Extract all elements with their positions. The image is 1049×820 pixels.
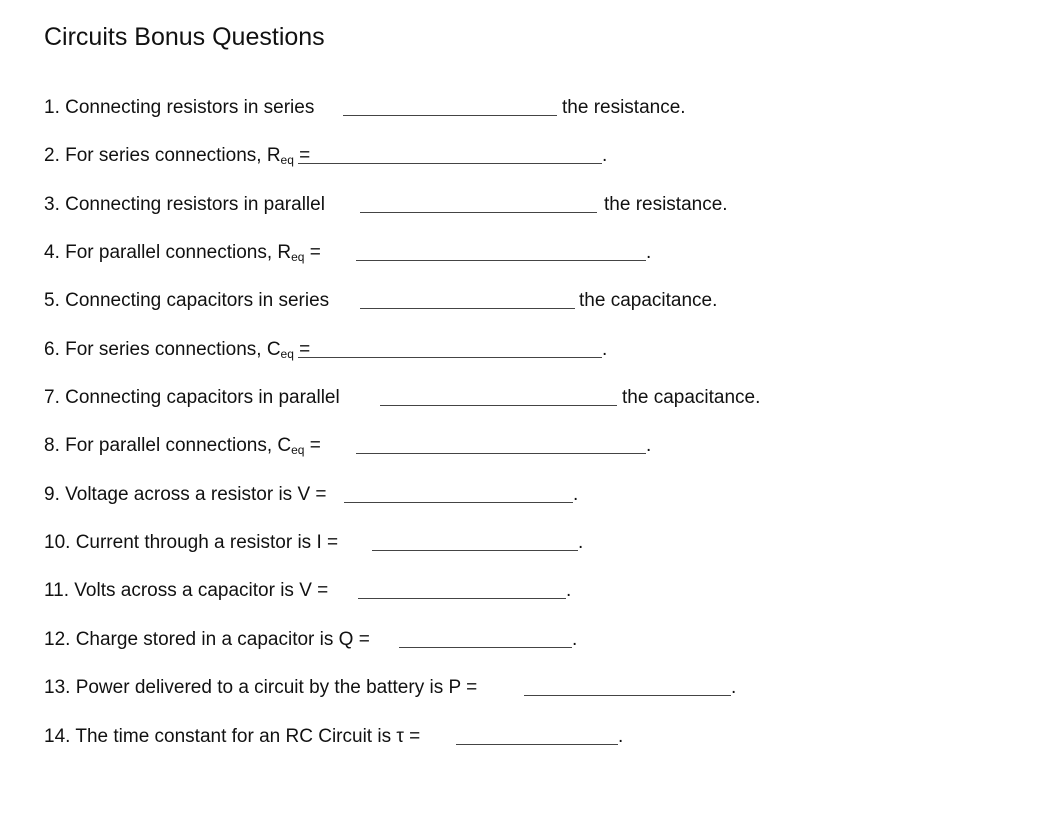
question-suffix: the capacitance. bbox=[579, 290, 718, 311]
answer-blank[interactable] bbox=[360, 212, 597, 213]
answer-blank[interactable] bbox=[380, 405, 617, 406]
answer-blank[interactable] bbox=[456, 744, 618, 745]
question-end: . bbox=[618, 726, 624, 747]
question-text: 8. For parallel connections, C bbox=[44, 435, 292, 456]
question-text: 4. For parallel connections, R bbox=[44, 242, 292, 263]
subscript: eq bbox=[291, 443, 305, 457]
equals-sign: = bbox=[293, 339, 311, 360]
page-title: Circuits Bonus Questions bbox=[44, 23, 325, 51]
subscript: eq bbox=[291, 250, 305, 264]
answer-blank[interactable] bbox=[358, 598, 566, 599]
question-end: . bbox=[646, 242, 652, 263]
question-text: 2. For series connections, R bbox=[44, 145, 281, 166]
answer-blank[interactable] bbox=[343, 115, 557, 116]
answer-blank[interactable] bbox=[360, 308, 575, 309]
question-end: . bbox=[646, 435, 652, 456]
question-suffix: the resistance. bbox=[562, 97, 686, 118]
answer-blank[interactable] bbox=[356, 453, 646, 454]
question-end: . bbox=[566, 580, 572, 601]
answer-blank[interactable] bbox=[298, 163, 602, 164]
question-text: 11. Volts across a capacitor is V = bbox=[44, 580, 329, 601]
question-end: . bbox=[731, 677, 737, 698]
subscript: eq bbox=[280, 153, 294, 167]
equals-sign: = bbox=[293, 145, 311, 166]
question-end: . bbox=[573, 484, 579, 505]
question-text: 12. Charge stored in a capacitor is Q = bbox=[44, 629, 370, 650]
question-end: . bbox=[602, 339, 608, 360]
question-text: 1. Connecting resistors in series bbox=[44, 97, 315, 118]
equals-sign: = bbox=[304, 435, 321, 456]
answer-blank[interactable] bbox=[372, 550, 578, 551]
answer-blank[interactable] bbox=[524, 695, 731, 696]
question-text: 3. Connecting resistors in parallel bbox=[44, 194, 325, 215]
question-text: 9. Voltage across a resistor is V = bbox=[44, 484, 327, 505]
question-suffix: the capacitance. bbox=[622, 387, 761, 408]
question-text: 5. Connecting capacitors in series bbox=[44, 290, 330, 311]
answer-blank[interactable] bbox=[344, 502, 573, 503]
question-end: . bbox=[602, 145, 608, 166]
question-text: 10. Current through a resistor is I = bbox=[44, 532, 339, 553]
equals-sign: = bbox=[304, 242, 321, 263]
subscript: eq bbox=[280, 347, 294, 361]
answer-blank[interactable] bbox=[399, 647, 572, 648]
answer-blank[interactable] bbox=[298, 357, 602, 358]
answer-blank[interactable] bbox=[356, 260, 646, 261]
question-suffix: the resistance. bbox=[604, 194, 728, 215]
question-end: . bbox=[572, 629, 578, 650]
question-text: 7. Connecting capacitors in parallel bbox=[44, 387, 340, 408]
question-text: 14. The time constant for an RC Circuit is τ = bbox=[44, 726, 421, 747]
question-text: 6. For series connections, C bbox=[44, 339, 281, 360]
question-end: . bbox=[578, 532, 584, 553]
question-text: 13. Power delivered to a circuit by the battery is P = bbox=[44, 677, 478, 698]
